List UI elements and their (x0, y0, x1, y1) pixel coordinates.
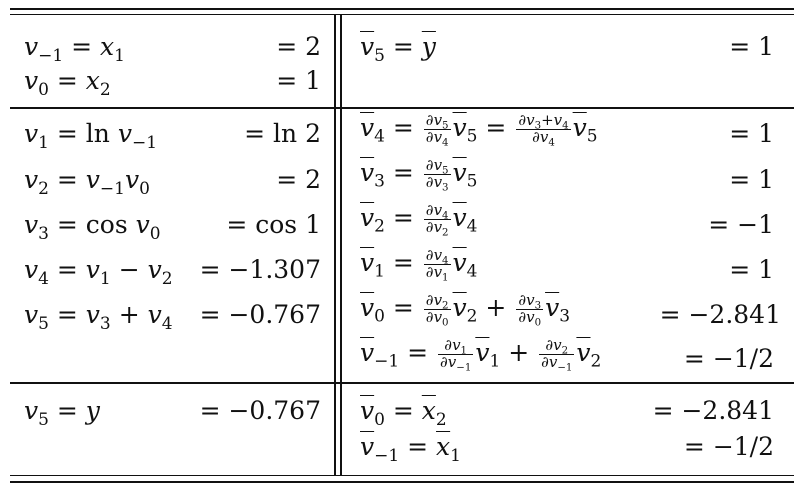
reverse-expr: $\overline{v}_1$ = $\frac{\partial v_4}{\partial v_1}$ $\overline{v}_4$ (360, 246, 478, 284)
top-rule-outer (10, 8, 794, 10)
forward-value: = −0.767 (199, 300, 321, 329)
forward-expr: $v_1 = \ln v_{-1}$ (24, 119, 158, 153)
reverse-value: = 1 (729, 165, 774, 194)
forward-value: = −0.767 (199, 396, 321, 425)
forward-expr: $v_5 = y$ (24, 396, 100, 430)
reverse-expr: $\overline{v}_3$ = $\frac{\partial v_5}{\partial v_3}$ $\overline{v}_5$ (360, 156, 478, 194)
forward-expr: $v_3 = \cos v_0$ (24, 210, 161, 244)
forward-value: = ln 2 (244, 119, 321, 148)
reverse-value: = 1 (729, 32, 774, 61)
bottom-rule-inner (10, 475, 794, 476)
forward-expr: $v_2 = v_{-1}v_0$ (24, 165, 150, 199)
reverse-value: = −1/2 (683, 432, 774, 461)
forward-value: = cos 1 (226, 210, 321, 239)
forward-value: = 2 (276, 165, 321, 194)
forward-expr: $v_{-1} = x_1$ (24, 32, 125, 66)
reverse-expr: $\overline{v}_5 = \overline{y}$ (360, 32, 436, 66)
reverse-expr: $\overline{v}_0 = \overline{x}_2$ (360, 396, 447, 430)
column-divider-right (340, 14, 342, 476)
bottom-rule-outer (10, 481, 794, 483)
forward-value: = 2 (276, 32, 321, 61)
section-rule-1 (10, 107, 794, 109)
reverse-expr: $\overline{v}_4$ = $\frac{\partial v_5}{\partial v_4}$ $\overline{v}_5$ = $\frac{\partial v_3+v_4}{\partial v_4}$ $\overline{v}_5$ (360, 111, 598, 149)
top-rule-inner (10, 14, 794, 15)
forward-expr: $v_4 = v_1 - v_2$ (24, 255, 173, 289)
forward-value: = −1.307 (199, 255, 321, 284)
reverse-expr: $\overline{v}_{-1}$ = $\frac{\partial v_1}{\partial v_{-1}}$ $\overline{v}_1$ + $\frac{\partial v_2}{\partial v_{-1}}$ $\overline{v}_2$ (360, 336, 602, 374)
reverse-value: = −2.841 (659, 300, 781, 329)
forward-expr: $v_0 = x_2$ (24, 66, 111, 100)
reverse-expr: $\overline{v}_{-1} = \overline{x}_1$ (360, 432, 461, 466)
reverse-value: = 1 (729, 119, 774, 148)
section-rule-2 (10, 382, 794, 384)
forward-expr: $v_5 = v_3 + v_4$ (24, 300, 173, 334)
reverse-value: = −1 (708, 210, 774, 239)
reverse-expr: $\overline{v}_0$ = $\frac{\partial v_2}{\partial v_0}$ $\overline{v}_2$ + $\frac{\partial v_3}{\partial v_0}$ $\overline{v}_3$ (360, 291, 571, 329)
column-divider-left (334, 14, 336, 476)
forward-value: = 1 (276, 66, 321, 95)
reverse-value: = −2.841 (652, 396, 774, 425)
reverse-value: = 1 (729, 255, 774, 284)
reverse-expr: $\overline{v}_2$ = $\frac{\partial v_4}{\partial v_2}$ $\overline{v}_4$ (360, 201, 478, 239)
reverse-value: = −1/2 (683, 344, 774, 373)
